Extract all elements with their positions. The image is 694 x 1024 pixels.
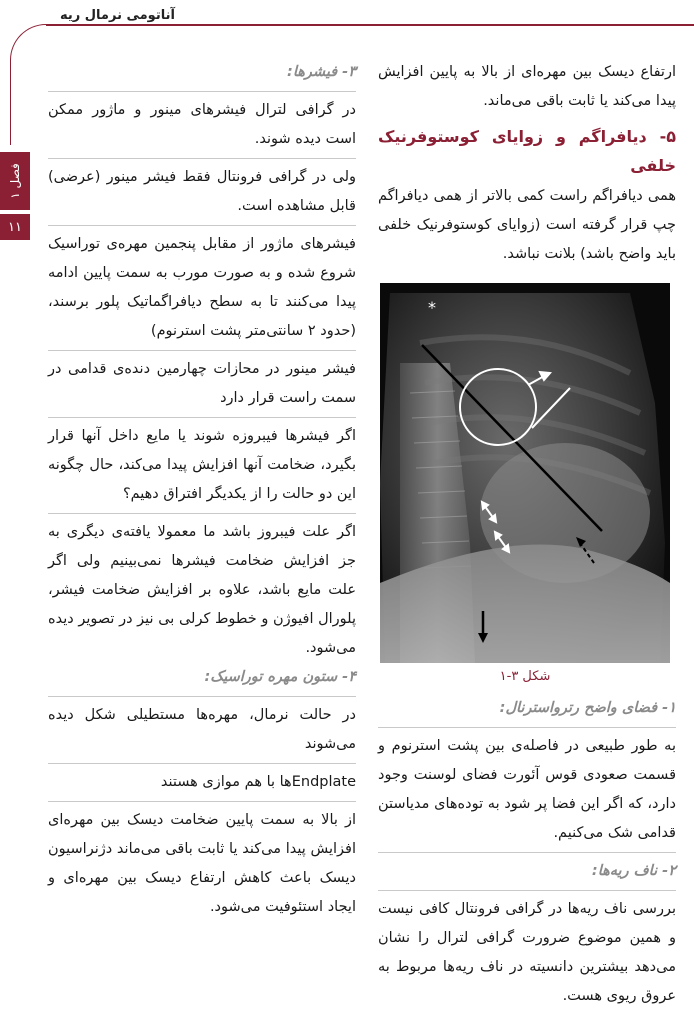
running-header-title: آناتومی نرمال ریه xyxy=(60,8,175,23)
fissure-paragraph-1: در گرافی لترال فیشرهای مینور و ماژور ممکن است دیده شوند. xyxy=(48,102,356,147)
fissure-paragraph-3: فیشرهای ماژور از مقابل پنجمین مهره‌ی توراسیک شروع شده و به صورت مورب به سمت پایین ادامه پیدا می‌کنند تا به سطح دیافراگماتیک پلور برسند، (حدود ۲ سانتی‌متر پشت استرنوم) xyxy=(48,236,356,339)
divider xyxy=(48,696,356,697)
fissure-paragraph-4: فیشر مینور در محازات چهارمین دنده‌ی قدامی در سمت راست قرار دارد xyxy=(48,361,356,406)
sub3-heading: ۳- فیشرها: xyxy=(287,64,356,80)
section5-paragraph: همی دیافراگم راست کمی بالاتر از همی دیافراگم چپ قرار گرفته است (زوایای کوستوفرنیک خلفی باید واضح باشد) بلانت نباشد. xyxy=(378,188,676,262)
divider xyxy=(48,91,356,92)
page-number: ۱۱ xyxy=(0,214,30,240)
header-rule xyxy=(46,24,694,26)
fissure-paragraph-5: اگر فیشرها فیبروزه شوند یا مایع داخل آنها قرار بگیرد، ضخامت آنها افزایش پیدا می‌کند، حال چگونه این دو حالت را از یکدیگر افتراق دهیم؟ xyxy=(48,428,356,502)
asterisk-marker: * xyxy=(428,298,436,317)
divider xyxy=(48,801,356,802)
section5-heading: ۵- دیافراگم و زوایای کوستوفرنیک خلفی xyxy=(378,127,676,175)
divider xyxy=(48,417,356,418)
intro-paragraph: ارتفاع دیسک بین مهره‌ای از بالا به پایین افزایش پیدا می‌کند یا ثابت باقی می‌ماند. xyxy=(378,64,676,109)
divider xyxy=(378,852,676,853)
sub1-heading: ۱- فضای واضح رترواسترنال: xyxy=(499,700,676,716)
sub1-paragraph: به طور طبیعی در فاصله‌ی بین پشت استرنوم و قسمت صعودی قوس آئورت فضای لوسنت وجود دارد، که اگر این فضا پر شود به توده‌های مدیاستن قدامی شک می‌کنیم. xyxy=(378,738,676,841)
divider xyxy=(48,513,356,514)
lateral-chest-xray-figure xyxy=(380,283,670,663)
chapter-tab xyxy=(0,152,30,210)
divider xyxy=(48,158,356,159)
sub2-heading: ۲- ناف ریه‌ها: xyxy=(591,863,676,879)
xray-image xyxy=(380,283,670,663)
sub4-heading: ۴- ستون مهره توراسیک: xyxy=(204,669,356,685)
left-column xyxy=(48,58,356,922)
figure-caption: شکل ۳-۱ xyxy=(499,669,551,684)
divider xyxy=(48,225,356,226)
right-column xyxy=(378,58,676,269)
divider xyxy=(48,763,356,764)
spine-paragraph-1: در حالت نرمال، مهره‌ها مستطیلی شکل دیده می‌شوند xyxy=(48,707,356,752)
header-corner-curve xyxy=(10,24,47,145)
spine-paragraph-2: Endplateها با هم موازی هستند xyxy=(160,774,356,790)
chapter-label: فصل ۱ xyxy=(8,163,22,199)
spine-paragraph-3: از بالا به سمت پایین ضخامت دیسک بین مهره‌ای افزایش پیدا می‌کند یا ثابت باقی می‌ماند دژنراسیون دیسک باعث کاهش ارتفاع دیسک بین مهره‌ای و ایجاد استئوفیت می‌شود. xyxy=(48,812,356,915)
divider xyxy=(378,890,676,891)
fissure-paragraph-2: ولی در گرافی فرونتال فقط فیشر مینور (عرضی) قابل مشاهده است. xyxy=(48,169,356,214)
fissure-paragraph-6: اگر علت فیبروز باشد ما معمولا یافته‌ی دیگری به جز افزایش ضخامت فیشرها نمی‌بینیم ولی اگر علت مایع باشد، علاوه بر افزایش ضخامت فیشر، پلورال افیوژن و خطوط کرلی بی نیز در تصویر دیده می‌شود. xyxy=(48,524,356,656)
divider xyxy=(378,727,676,728)
sub2-paragraph: بررسی ناف ریه‌ها در گرافی فرونتال کافی نیست و همین موضوع ضرورت گرافی لترال را نشان می‌دهد بیشترین دانسیته در ناف ریه‌ها مربوط به عروق ریوی هست. xyxy=(378,901,676,1004)
right-column-lower xyxy=(378,694,676,1011)
divider xyxy=(48,350,356,351)
